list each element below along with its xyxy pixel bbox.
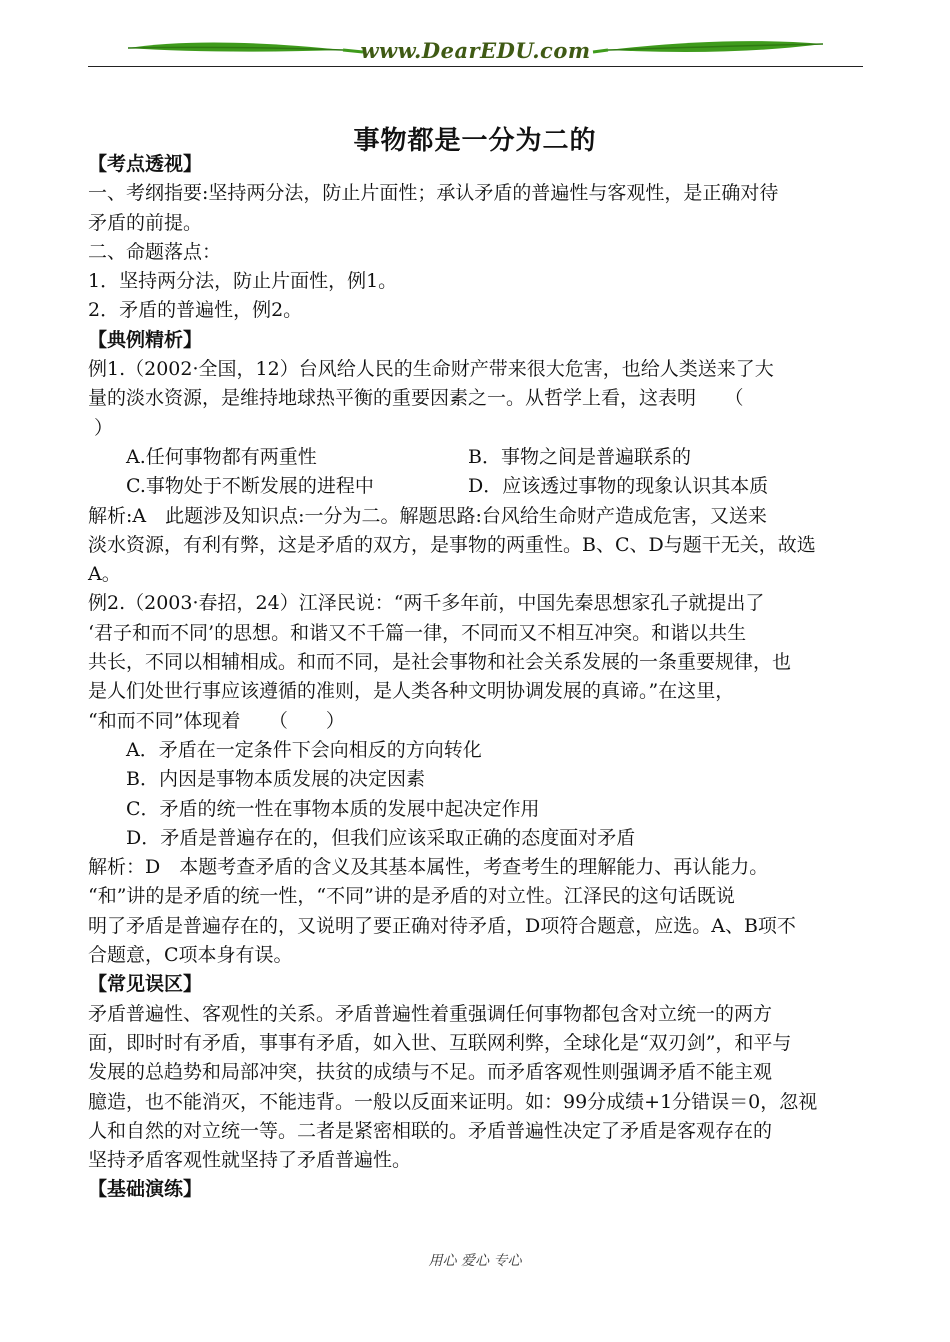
text-line: 矛盾的前提。 — [88, 211, 203, 234]
section-heading: 【考点透视】 — [88, 153, 203, 175]
text-line: 坚持矛盾客观性就坚持了矛盾普遍性。 — [88, 1149, 412, 1172]
question-text: 例2.（2003·春招，24）江泽民说：“两千多年前，中国先秦思想家孔子就提出了 — [88, 592, 765, 615]
option-row — [88, 443, 868, 472]
section-heading: 【基础演练】 — [88, 1178, 203, 1201]
document-title: 事物都是一分为二的 — [353, 126, 597, 156]
analysis-text: A。 — [88, 563, 121, 586]
text-line: 2．矛盾的普遍性，例2。 — [88, 299, 303, 322]
option-c: C.事物处于不断发展的进程中 — [126, 475, 374, 498]
text-line: 人和自然的对立统一等。二者是紧密相联的。矛盾普遍性决定了矛盾是客观存在的 — [88, 1119, 773, 1142]
analysis-text: 淡水资源，有利有弊，这是矛盾的双方，是事物的两重性。B、C、D与题干无关，故选 — [88, 533, 816, 556]
analysis-text: 合题意，C项本身有误。 — [88, 944, 293, 967]
question-text: ） — [94, 416, 114, 439]
text-line: 1．坚持两分法，防止片面性，例1。 — [88, 270, 398, 293]
option-b: B．事物之间是普遍联系的 — [468, 445, 691, 468]
option-c: C．矛盾的统一性在事物本质的发展中起决定作用 — [126, 797, 540, 820]
option-d: D．应该透过事物的现象认识其本质 — [468, 475, 769, 498]
option-row — [88, 472, 868, 501]
question-text: “和而不同”体现着 （ ） — [88, 709, 345, 732]
question-text: ‘君子和而不同’的思想。和谐又不千篇一律，不同而又不相互冲突。和谐以共生 — [88, 621, 747, 644]
site-url: www.DearEDU.com — [360, 38, 591, 63]
question-text: 量的淡水资源，是维持地球热平衡的重要因素之一。从哲学上看，这表明 （ — [88, 387, 744, 410]
option-d: D．矛盾是普遍存在的，但我们应该采取正确的态度面对矛盾 — [126, 826, 636, 849]
text-line: 二、命题落点： — [88, 240, 222, 263]
section-heading: 【常见误区】 — [88, 973, 203, 996]
question-text: 是人们处世行事应该遵循的准则，是人类各种文明协调发展的真谛。”在这里， — [88, 680, 735, 703]
question-text: 共长，不同以相辅相成。和而不同，是社会事物和社会关系发展的一条重要规律，也 — [88, 651, 792, 674]
option-a: A．矛盾在一定条件下会向相反的方向转化 — [126, 738, 482, 761]
question-text: 例1.（2002·全国，12）台风给人民的生命财产带来很大危害，也给人类送来了大 — [88, 358, 774, 381]
option-b: B．内因是事物本质发展的决定因素 — [126, 768, 425, 791]
text-line: 面，即时时有矛盾，事事有矛盾，如入世、互联网利弊，全球化是“双刃剑”，和平与 — [88, 1031, 792, 1054]
text-line: 发展的总趋势和局部冲突，扶贫的成绩与不足。而矛盾客观性则强调矛盾不能主观 — [88, 1061, 773, 1084]
analysis-text: “和”讲的是矛盾的统一性，“不同”讲的是矛盾的对立性。江泽民的这句话既说 — [88, 885, 735, 908]
header-divider — [88, 66, 863, 67]
option-a: A.任何事物都有两重性 — [126, 445, 317, 468]
section-heading: 【典例精析】 — [88, 328, 203, 351]
analysis-text: 解析：D 本题考查矛盾的含义及其基本属性，考查考生的理解能力、再认能力。 — [88, 856, 769, 879]
text-line: 臆造，也不能消灭，不能违背。一般以反面来证明。如：99分成绩+1分错误＝0，忽视 — [88, 1090, 818, 1113]
text-line: 一、考纲指要:坚持两分法，防止片面性；承认矛盾的普遍性与客观性，是正确对待 — [88, 182, 779, 205]
analysis-text: 明了矛盾是普遍存在的，又说明了要正确对待矛盾，D项符合题意，应选。A、B项不 — [88, 914, 796, 937]
page-footer: 用心 爱心 专心 — [428, 1253, 522, 1269]
site-header-banner — [88, 34, 863, 68]
analysis-text: 解析:A 此题涉及知识点:一分为二。解题思路:台风给生命财产造成危害，又送来 — [88, 504, 767, 527]
document-body — [88, 150, 868, 1205]
text-line: 矛盾普遍性、客观性的关系。矛盾普遍性着重强调任何事物都包含对立统一的两方 — [88, 1002, 773, 1025]
